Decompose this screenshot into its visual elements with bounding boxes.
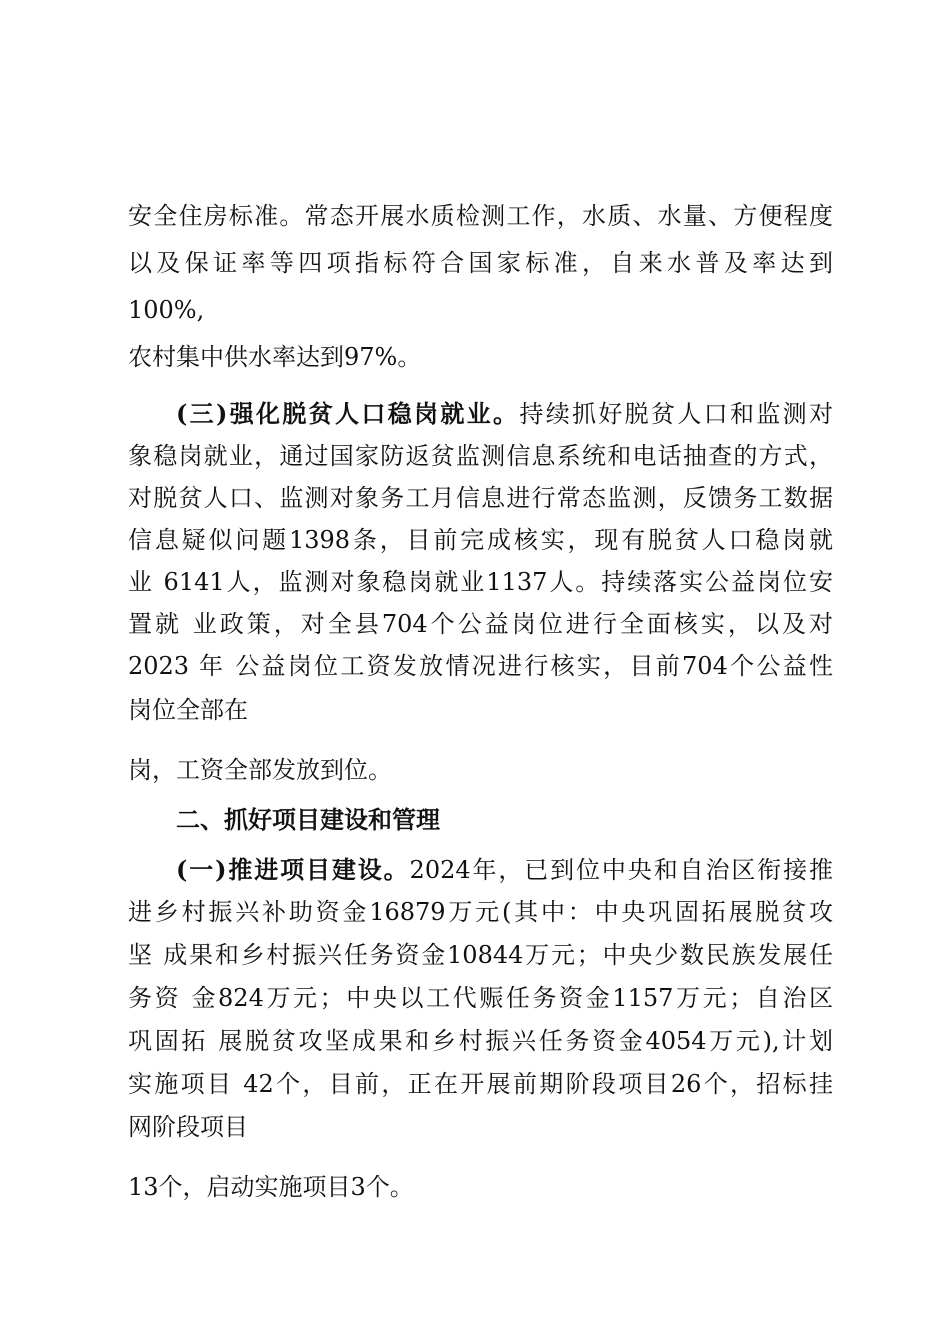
paragraph-line: 实施项目 42个，目前，正在开展前期阶段项目26个，招标挂 [128, 1070, 833, 1098]
paragraph-line: 象稳岗就业，通过国家防返贫监测信息系统和电话抽查的方式， [128, 442, 833, 470]
paragraph-line: 置就 业政策，对全县704个公益岗位进行全面核实，以及对 [128, 610, 833, 638]
section-title: 二、抓好项目建设和管理 [176, 806, 440, 834]
paragraph-line: 业 6141人，监测对象稳岗就业1137人。持续落实公益岗位安 [128, 568, 833, 596]
paragraph-line: 对脱贫人口、监测对象务工月信息进行常态监测，反馈务工数据 [128, 484, 833, 512]
paragraph-line: 安全住房标准。常态开展水质检测工作，水质、水量、方便程度 [128, 202, 833, 230]
paragraph-line: 坚 成果和乡村振兴任务资金10844万元；中央少数民族发展任 [128, 941, 833, 969]
paragraph-line: 巩固拓 展脱贫攻坚成果和乡村振兴任务资金4054万元),计划 [128, 1027, 833, 1055]
paragraph-line: 以及保证率等四项指标符合国家标准，自来水普及率达到 [128, 249, 833, 277]
paragraph-text: 2024年，已到位中央和自治区衔接推 [409, 856, 833, 884]
subsection-heading: (一)推进项目建设。 [176, 855, 410, 884]
paragraph-line: 岗位全部在 [128, 696, 248, 724]
paragraph-line: 13个，启动实施项目3个。 [128, 1173, 414, 1201]
paragraph-first-line [176, 396, 833, 432]
paragraph-line: 岗，工资全部发放到位。 [128, 756, 392, 784]
paragraph-first-line [176, 852, 833, 888]
paragraph-line: 网阶段项目 [128, 1113, 248, 1141]
paragraph-line: 农村集中供水率达到97%。 [128, 343, 422, 371]
paragraph-line: 进乡村振兴补助资金16879万元(其中：中央巩固拓展脱贫攻 [128, 898, 833, 926]
paragraph-text: 持续抓好脱贫人口和监测对 [519, 400, 833, 428]
paragraph-line: 2023 年 公益岗位工资发放情况进行核实，目前704个公益性 [128, 652, 833, 680]
subsection-heading: (三)强化脱贫人口稳岗就业。 [176, 399, 520, 428]
paragraph-line: 信息疑似问题1398条，目前完成核实，现有脱贫人口稳岗就 [128, 526, 833, 554]
paragraph-line: 100%, [128, 296, 205, 324]
paragraph-line: 务资 金824万元；中央以工代赈任务资金1157万元；自治区 [128, 984, 833, 1012]
